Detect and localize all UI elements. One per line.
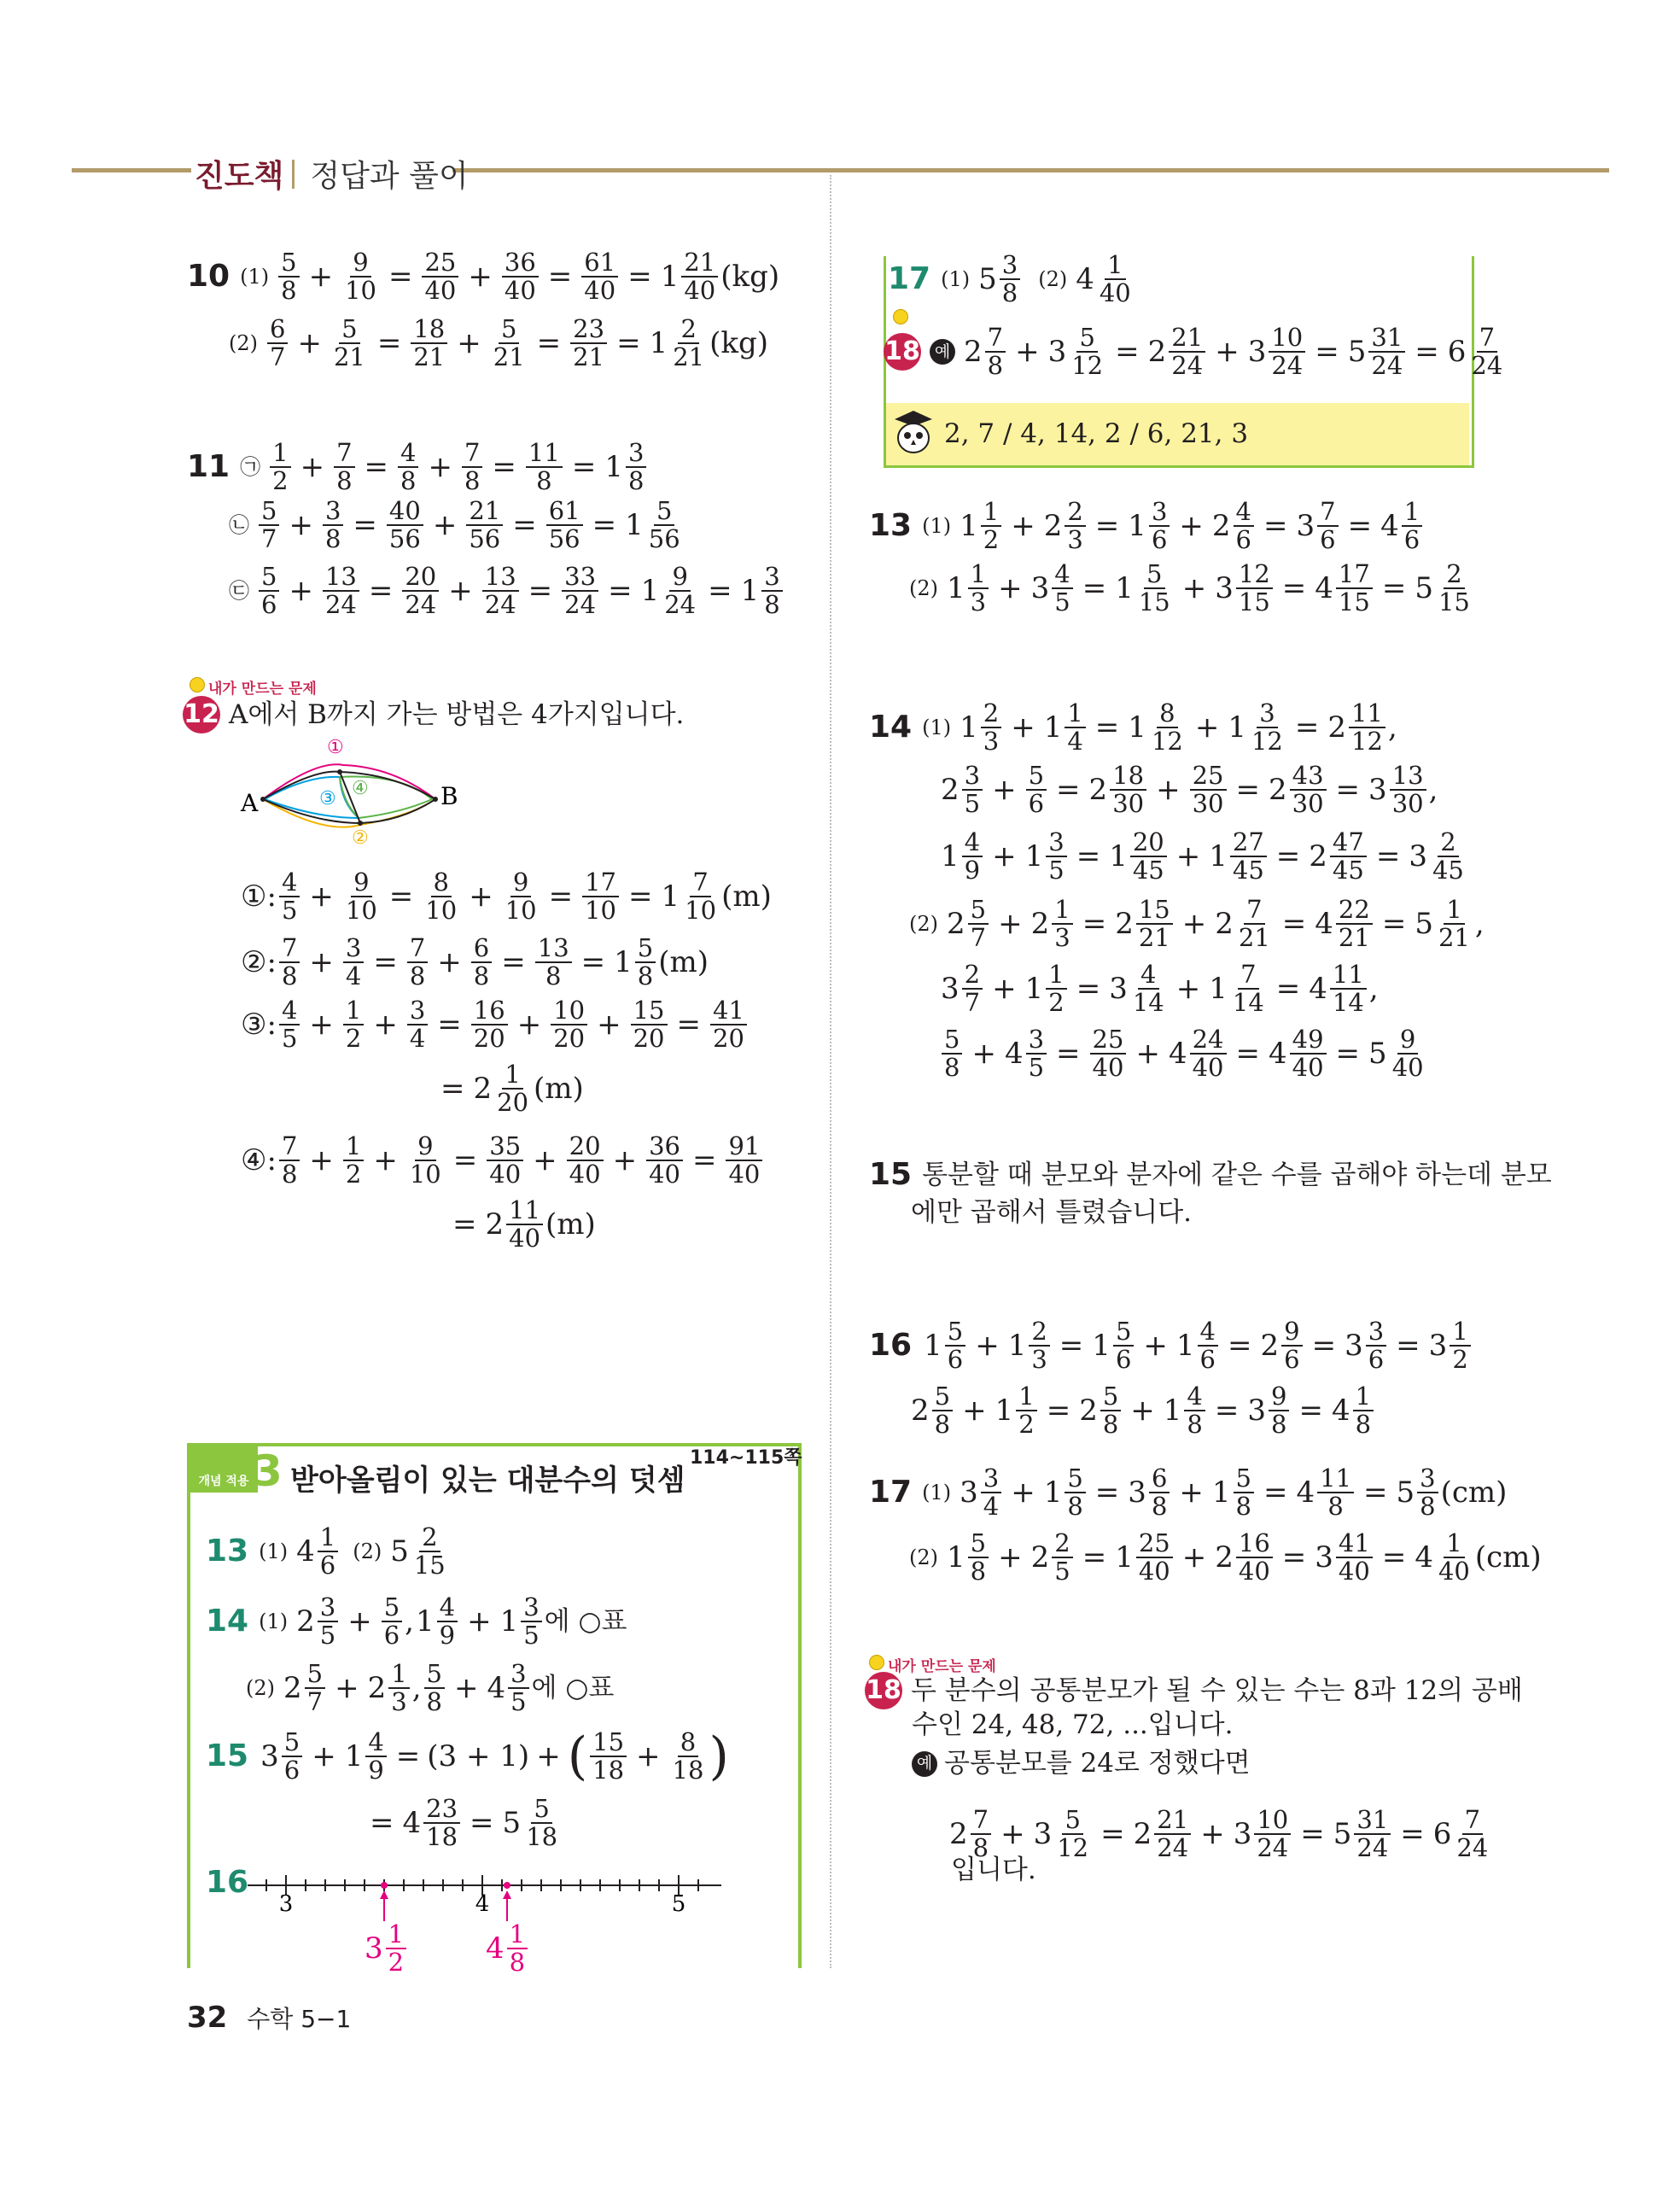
sub-label: ㉡	[229, 513, 249, 538]
right-14-5: 3 2 7 + 1 $\frac{1}{2}$ = 3 4 14 + 1 $\frac{7}{14}$ = 4 11 14 ,	[941, 960, 1379, 1018]
problem-number: 14	[206, 1604, 249, 1639]
sub-label: (1)	[259, 1610, 289, 1634]
smile-icon	[893, 309, 908, 324]
sub-label: (2)	[909, 1545, 938, 1570]
answer-text: 수인 24, 48, 72, ...입니다.	[912, 1709, 1234, 1740]
right-17-1: 17 (1) 3 3 4 + 1 $\frac{5}{8}$ = 3 6 8 + 1 $\frac{5}{8}$ = 4 $\frac{11}{8}$ = 5 3 8 (cm)	[869, 1464, 1508, 1522]
problem-11-line-1: 11 ㉠ 1 2 + $\frac{7}{8}$ = $\frac{4}{8}$ + $\frac{7}{8}$ = $\frac{11}{8}$ = 1 3 8	[187, 440, 649, 495]
fraction: $\frac{23}{21}$	[570, 316, 607, 371]
problem-number-badge: 12	[183, 696, 220, 733]
sub-label: (2)	[1038, 267, 1068, 292]
point-a-label: A	[241, 789, 259, 817]
header-title-main: 진도책	[195, 159, 284, 194]
problem-number: 11	[187, 449, 230, 485]
tick-label-5: 5	[671, 1891, 686, 1917]
problem-11-line-3: ㉢ 5 6 + $\frac{13}{24}$ = $\frac{20}{24}$ + $\frac{13}{24}$ = $\frac{33}{24}$ = 1 $\frac{9}{24}$ = 1 3 8	[229, 564, 785, 619]
problem-number: 17	[888, 261, 931, 297]
sub-label: (2)	[246, 1676, 275, 1701]
answer-text: 두 분수의 공통분모가 될 수 있는 수는 8과 12의 공배	[911, 1674, 1523, 1706]
problem-10-line-1: 10 (1) 5 8 + $\frac{9}{10}$ = $\frac{25}{40}$ + $\frac{36}{40}$ = $\frac{61}{40}$ = 1 21 40 (kg)	[187, 248, 780, 306]
route-1-label: ①	[327, 737, 344, 758]
problem-12-statement	[183, 696, 684, 733]
route-1-calc: ①: 4 5 + $\frac{9}{10}$ = $\frac{8}{10}$ + $\frac{9}{10}$ = $\frac{17}{10}$ = 1 7 10 (m)	[241, 868, 772, 926]
right-16-1: 16 1 5 6 + 1 $\frac{2}{3}$ = 1 5 6 + 1 $\frac{4}{6}$ = 2 $\frac{9}{6}$ = 3 $\frac{3}{6}$ = 3 1 2	[869, 1318, 1473, 1374]
sub-label: (2)	[229, 331, 258, 356]
route-diagram	[230, 734, 470, 845]
unit-label: (kg)	[720, 260, 780, 295]
fraction: 21 40	[681, 249, 718, 305]
page-footer	[187, 2001, 351, 2035]
answer-text: 통분할 때 분모와 분자에 같은 수를 곱해야 하는데 분모	[922, 1159, 1552, 1190]
right-17-2: (2) 1 5 8 + 2 $\frac{2}{5}$ = 1 25 40 + 2 $\frac{16}{40}$ = 3 $\frac{41}{40}$ = 4 1 40 (cm)	[909, 1528, 1542, 1586]
problem-10-line-2: (2) 6 7 + $\frac{5}{21}$ = $\frac{18}{21}$ + $\frac{5}{21}$ = $\frac{23}{21}$ = 1 2 21 (kg)	[229, 314, 769, 372]
fraction: 5 8	[278, 249, 299, 305]
box-q13: 13 (1) 4 1 6 (2) 5 2 15	[206, 1522, 446, 1580]
fraction: 2 21	[673, 314, 705, 372]
page-header	[195, 152, 469, 196]
right-15-1	[869, 1157, 1552, 1192]
problem-number: 16	[869, 1328, 913, 1364]
unit-label: (m)	[658, 945, 709, 980]
route-4-calc: ④: 7 8 + $\frac{1}{2}$ + $\frac{9}{10}$ = $\frac{35}{40}$ + $\frac{20}{40}$ + $\frac{36}{40}$ = $\frac{91}{40}$	[241, 1133, 765, 1189]
problem-number: 15	[869, 1157, 913, 1192]
sub-label: (1)	[240, 265, 270, 289]
right-14-1: 14 (1) 1 2 3 + 1 $\frac{1}{4}$ = 1 8 12 + 1 $\frac{3}{12}$ = 2 11 12 ,	[869, 698, 1397, 757]
example-mark: 예	[912, 1751, 937, 1777]
unit-label: (kg)	[709, 326, 769, 361]
right-13-2: (2) 1 1 3 + 3 $\frac{4}{5}$ = 1 5 15 + 3 $\frac{12}{15}$ = 4 $\frac{17}{15}$ = 5 2 15	[909, 559, 1470, 617]
right-18-1	[865, 1672, 1523, 1709]
sub-label: (1)	[922, 716, 952, 740]
circle-mark-text: 에 ○표	[544, 1605, 627, 1637]
sub-label: (1)	[922, 514, 952, 539]
header-rule-right	[452, 168, 1609, 172]
problem-number-badge: 18	[865, 1672, 902, 1709]
fraction: 6 7	[267, 316, 288, 371]
tick-label-4: 4	[475, 1891, 490, 1917]
concept-pages: 114~115쪽	[690, 1447, 802, 1469]
route-label: ③:	[241, 1008, 277, 1043]
box-q15-2: = 4 $\frac{23}{18}$ = 5 5 18	[370, 1794, 558, 1852]
sub-label: (2)	[353, 1540, 382, 1564]
fraction: $\frac{9}{10}$	[345, 248, 376, 306]
marker-4-1-8: 4 1 8	[484, 1921, 530, 1977]
fraction: $\frac{25}{40}$	[422, 249, 458, 305]
box-18: 18 예 2 7 8 + 3 $\frac{5}{12}$ = 2 21 24 + 3 $\frac{10}{24}$ = 5 $\frac{31}{24}$ = 6 7 24	[884, 323, 1503, 381]
box-q14-2: (2) 2 5 7 + 2 1 3 , 5 8 + 4 3 5 에 ○표	[246, 1659, 615, 1717]
sub-label: ㉢	[229, 579, 249, 604]
column-divider	[830, 175, 831, 1968]
circle-mark-text: 에 ○표	[531, 1672, 615, 1703]
problem-tag: 내가 만드는 문제	[888, 1658, 996, 1675]
answer-text: 입니다.	[951, 1855, 1036, 1885]
route-label: ②:	[241, 945, 277, 980]
box-17: 17 (1) 5 3 8 (2) 4 1 40	[888, 250, 1131, 308]
box-q14-1: 14 (1) 2 3 5 + $\frac{5}{6}$ , 1 4 9 + 1 3 5 에 ○표	[206, 1592, 627, 1651]
right-14-3: 1 4 9 + 1 $\frac{3}{5}$ = 1 20 45 + 1 $\frac{27}{45}$ = 2 $\frac{47}{45}$ = 3 2 45	[941, 827, 1464, 885]
right-18-5	[951, 1857, 1036, 1884]
header-separator	[292, 160, 295, 189]
route-3-result: = 2 1 20 (m)	[440, 1060, 584, 1118]
right-13-1: 13 (1) 1 1 2 + 2 $\frac{2}{3}$ = 1 3 6 + 2 $\frac{4}{6}$ = 3 $\frac{7}{6}$ = 4 1 6	[869, 499, 1425, 554]
fraction: $\frac{18}{21}$	[411, 316, 447, 371]
fraction: $\frac{5}{21}$	[493, 314, 525, 372]
example-mark: 예	[930, 339, 955, 365]
answer-text: 공통분모를 24로 정했다면	[944, 1748, 1251, 1779]
unit-label: (cm)	[1440, 1475, 1508, 1510]
hint-text	[944, 418, 1249, 449]
tick-label-3: 3	[278, 1891, 294, 1917]
box-q15-1: 15 3 5 6 + 1 $\frac{4}{9}$ = (3 + 1) + ( 15 18 + $\frac{8}{18}$ )	[206, 1727, 729, 1787]
concept-title: 받아올림이 있는 대분수의 덧셈	[290, 1464, 685, 1498]
problem-tag: 내가 만드는 문제	[208, 681, 317, 698]
problem-number: 16	[206, 1865, 249, 1900]
route-label: ①:	[241, 879, 277, 914]
sub-label: (1)	[941, 267, 971, 292]
unit-label: (cm)	[1474, 1540, 1542, 1575]
sub-label: ㉠	[240, 455, 261, 480]
answer-text: 에만 곱해서 틀렸습니다.	[911, 1197, 1193, 1228]
route-label: ④:	[241, 1143, 277, 1178]
smile-icon	[190, 677, 205, 692]
fraction: $\frac{5}{21}$	[333, 314, 365, 372]
right-18-4: 2 7 8 + 3 $\frac{5}{12}$ = 2 21 24 + 3 $\frac{10}{24}$ = 5 $\frac{31}{24}$ = 6 7 24	[949, 1805, 1489, 1863]
route-3-label: ③	[319, 788, 336, 809]
route-4-label: ④	[352, 778, 369, 799]
problem-11-line-2: ㉡ 5 7 + $\frac{3}{8}$ = $\frac{40}{56}$ + $\frac{21}{56}$ = $\frac{61}{56}$ = 1 5 56	[229, 496, 680, 554]
marker-3-1-2: 3 1 2	[363, 1921, 409, 1977]
fraction: $\frac{61}{40}$	[581, 249, 618, 305]
right-15-2	[911, 1197, 1193, 1228]
sub-label: (2)	[909, 576, 938, 601]
right-14-6: 5 8 + 4 $\frac{3}{5}$ = $\frac{25}{40}$ + 4 $\frac{24}{40}$ = 4 $\frac{49}{40}$ = 5 9 40	[939, 1026, 1429, 1082]
hint-answer: 2, 7 / 4, 14, 2 / 6, 21, 3	[944, 418, 1249, 449]
header-title-sub: 정답과 풀이	[310, 159, 469, 194]
smile-icon	[869, 1655, 884, 1670]
fraction: $\frac{36}{40}$	[502, 249, 539, 305]
owl-icon	[888, 407, 939, 459]
right-18-3	[912, 1750, 1251, 1777]
problem-number-badge: 18	[884, 333, 921, 371]
footer-subject: 수학 5−1	[247, 2005, 352, 2033]
concept-badge	[190, 1443, 258, 1493]
right-14-4: (2) 2 5 7 + 2 $\frac{1}{3}$ = 2 15 21 + 2 $\frac{7}{21}$ = 4 $\frac{22}{21}$ = 5 1 21 ,	[909, 895, 1485, 953]
sub-label: (1)	[922, 1481, 952, 1505]
concept-badge-label: 개념 적용	[198, 1475, 249, 1488]
header-rule-left	[72, 168, 191, 172]
problem-number: 13	[869, 508, 913, 544]
problem-number: 17	[869, 1475, 913, 1510]
problem-text: A에서 B까지 가는 방법은 4가지입니다.	[229, 698, 685, 730]
route-2-label: ②	[352, 827, 369, 845]
sub-label: (1)	[259, 1540, 289, 1564]
sub-label: (2)	[909, 912, 938, 937]
unit-label: (m)	[721, 879, 772, 914]
problem-number: 10	[187, 259, 230, 295]
problem-number: 15	[206, 1738, 249, 1774]
concept-section-number: 3	[253, 1446, 283, 1496]
problem-number: 13	[206, 1534, 249, 1569]
right-16-2: 2 5 8 + 1 $\frac{1}{2}$ = 2 5 8 + 1 $\frac{4}{8}$ = 3 $\frac{9}{8}$ = 4 1 8	[909, 1383, 1376, 1439]
point-b-label: B	[440, 782, 458, 810]
route-3-calc: ③: 4 5 + $\frac{1}{2}$ + $\frac{3}{4}$ = $\frac{16}{20}$ + $\frac{10}{20}$ + $\frac{15}{20}$ = $\frac{41}{20}$	[241, 997, 750, 1053]
unit-label: (m)	[545, 1207, 596, 1242]
right-18-2	[912, 1709, 1234, 1740]
problem-number: 14	[869, 710, 913, 745]
unit-label: (m)	[534, 1072, 584, 1107]
page-number: 32	[187, 2001, 228, 2035]
route-2-calc: ②: 7 8 + $\frac{3}{4}$ = $\frac{7}{8}$ + $\frac{6}{8}$ = $\frac{13}{8}$ = 1 5 8 (m)	[241, 933, 709, 991]
route-4-result: = 2 11 40 (m)	[452, 1195, 596, 1253]
right-14-2: 2 3 5 + $\frac{5}{6}$ = 2 18 30 + $\frac{25}{30}$ = 2 $\frac{43}{30}$ = 3 13 30 ,	[941, 761, 1438, 819]
